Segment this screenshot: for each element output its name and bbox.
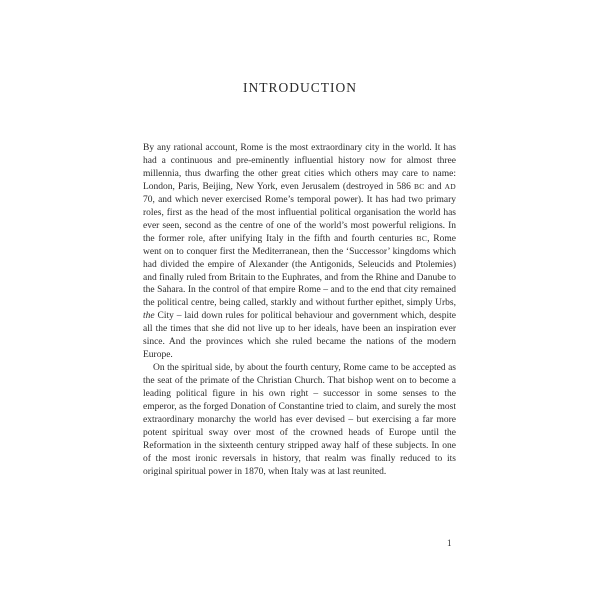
text-segment: and [424, 181, 445, 192]
text-segment: On the spiritual side, by about the fourth century, Rome came to be accepted as the seat of the primate of the Christian Church. That bishop went on to become a leading political figure in his own right – successor in some senses to the emperor, as the forged Donation of Constantine tried to claim, and surely the most extraordinary monarchy the world has ever devised – but exercising a far more potent spiritual sway over most of the crowned heads of Europe until the Reformation in the sixteenth century stripped away half of these subjects. In one of the most ironic reversals in history, that realm was finally reduced to its original spiritual power in 1870, when Italy was at last reunited. [143, 363, 456, 477]
page-number: 1 [447, 538, 452, 548]
text-segment: 70, and which never exercised Rome’s temporal power). It has had two primary roles, first as the head of the most influential political organisation the world has ever seen, second as the centre of one of the world’s most powerful religions. In the former role, after unifying Italy in the fifth and fourth centuries [143, 194, 456, 244]
text-segment: By any rational account, Rome is the most extraordinary city in the world. It has had a continuous and pre-eminently influential history now for almost three millennia, thus dwarfing the other great cities which others may care to name: London, Paris, Beijing, New York, even Jerusalem (destroyed in 586 [143, 143, 456, 192]
paragraph-1 [143, 142, 456, 362]
text-segment: BC [414, 181, 425, 191]
text-segment: BC [416, 233, 428, 243]
text-segment: AD [444, 181, 456, 191]
text-segment: City – laid down rules for political behaviour and government which, despite all the times that she did not live up to her ideals, have been an inspiration ever since. And the provinces which she ruled became the nations of the modern Europe. [143, 311, 456, 361]
chapter-title: INTRODUCTION [243, 80, 357, 95]
paragraph-2 [143, 362, 456, 479]
body-text [143, 142, 456, 479]
text-segment: the [143, 311, 155, 322]
text-segment: , Rome went on to conquer first the Mediterranean, then the ‘Successor’ kingdoms which had divided the empire of Alexander (the Antigonids, Seleucids and Ptolemies) and finally ruled from Britain to the Euphrates, and from the Rhine and Danube to the Sahara. In the control of that empire Rome – and to the end that city remained the political centre, being called, starkly and without further epithet, simply Urbs, [143, 233, 457, 309]
